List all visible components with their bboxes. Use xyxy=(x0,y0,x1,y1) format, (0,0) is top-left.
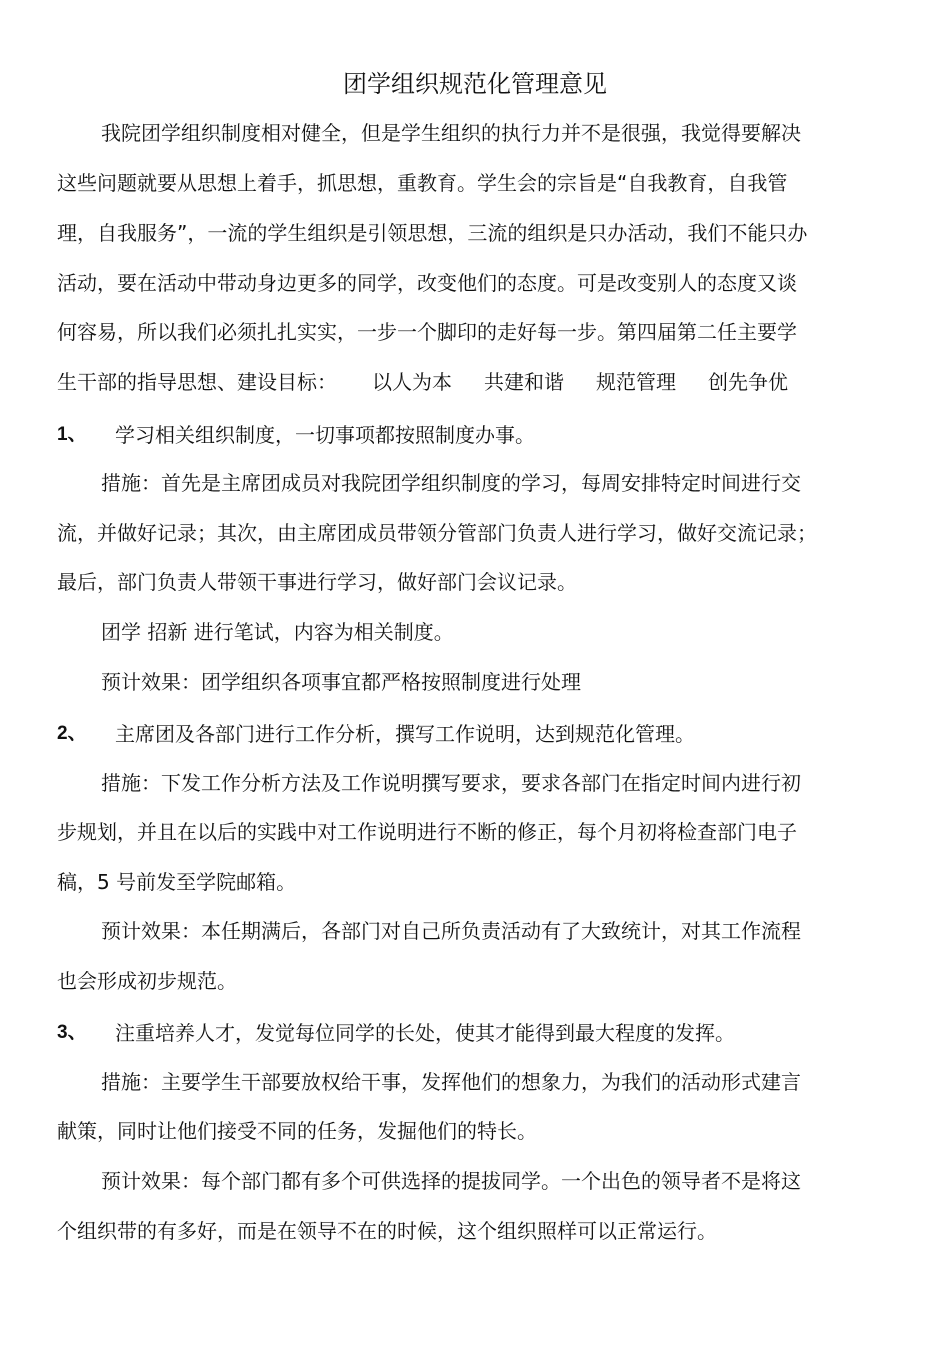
target-item: 以人为本 xyxy=(372,370,452,394)
measure-line: 措施：首先是主席团成员对我院团学组织制度的学习，每周安排特定时间进行交 xyxy=(101,471,801,495)
measure-line: 步规划，并且在以后的实践中对工作说明进行不断的修正，每个月初将检查部门电子 xyxy=(57,820,797,844)
section-number: 1、 xyxy=(57,424,87,445)
measure-line: 献策，同时让他们接受不同的任务，发掘他们的特长。 xyxy=(57,1119,537,1143)
target-item: 创先争优 xyxy=(708,370,788,394)
intro-line: 何容易，所以我们必须扎扎实实，一步一个脚印的走好每一步。第四届第二任主要学 xyxy=(57,320,797,344)
intro-line: 理，自我服务”，一流的学生组织是引领思想，三流的组织是只办活动，我们不能只办 xyxy=(57,221,808,245)
measure-line: 稿，5 号前发至学院邮箱。 xyxy=(57,870,297,894)
target-item: 规范管理 xyxy=(596,370,676,394)
section-heading: 学习相关组织制度，一切事项都按照制度办事。 xyxy=(115,423,535,447)
section-number: 3、 xyxy=(57,1022,87,1043)
construction-targets xyxy=(372,367,820,397)
measure-line: 措施：下发工作分析方法及工作说明撰写要求，要求各部门在指定时间内进行初 xyxy=(101,771,801,795)
measure-line: 措施：主要学生干部要放权给干事，发挥他们的想象力，为我们的活动形式建言 xyxy=(101,1070,801,1094)
target-item: 共建和谐 xyxy=(484,370,564,394)
effect-line: 预计效果：本任期满后，各部门对自己所负责活动有了大致统计，对其工作流程 xyxy=(101,919,801,943)
measure-line: 流，并做好记录；其次，由主席团成员带领分管部门负责人进行学习，做好交流记录； xyxy=(57,521,817,545)
intro-line: 生干部的指导思想、建设目标： xyxy=(57,370,337,394)
measure-line: 最后，部门负责人带领干事进行学习，做好部门会议记录。 xyxy=(57,570,577,594)
effect-line: 预计效果：团学组织各项事宜都严格按照制度进行处理 xyxy=(101,670,581,694)
recruit-note: 团学 招新 进行笔试，内容为相关制度。 xyxy=(101,620,454,644)
intro-line: 活动，要在活动中带动身边更多的同学，改变他们的态度。可是改变别人的态度又谈 xyxy=(57,271,797,295)
section-heading: 主席团及各部门进行工作分析，撰写工作说明，达到规范化管理。 xyxy=(115,722,695,746)
effect-line: 预计效果：每个部门都有多个可供选择的提拔同学。一个出色的领导者不是将这 xyxy=(101,1169,801,1193)
effect-line: 个组织带的有多好，而是在领导不在的时候，这个组织照样可以正常运行。 xyxy=(57,1219,717,1243)
document-title: 团学组织规范化管理意见 xyxy=(343,70,607,98)
intro-line: 我院团学组织制度相对健全，但是学生组织的执行力并不是很强，我觉得要解决 xyxy=(101,121,801,145)
intro-line: 这些问题就要从思想上着手，抓思想，重教育。学生会的宗旨是“自我教育，自我管 xyxy=(57,171,788,195)
section-number: 2、 xyxy=(57,723,87,744)
section-heading: 注重培养人才，发觉每位同学的长处，使其才能得到最大程度的发挥。 xyxy=(115,1021,735,1045)
effect-line: 也会形成初步规范。 xyxy=(57,969,237,993)
